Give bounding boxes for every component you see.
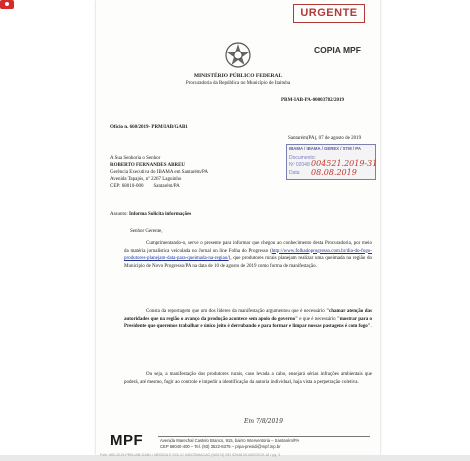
p2-text-a: Consta da reportagem que um dos líderes da manifestação argumentou que é necessário xyxy=(146,309,327,314)
p1-text-a: Cumprimentando-o, serve o presente para informar que chegou ao conhecimento desta Procuradoria, por meio da matéria jornalística veiculada no Jornal on line Folha do Progresso ( xyxy=(124,241,372,254)
oficio-number: Ofício n. 660/2019- PRM/IAB/GAB1 xyxy=(110,125,188,130)
ministry-title: MINISTÉRIO PÚBLICO FEDERAL xyxy=(193,73,283,79)
news-link[interactable]: http://www.folhadoprogresso.com.br/dia-do-fogo-produtores-planejam-data-para-queimada-na-regiao/ xyxy=(124,248,372,261)
stamp-doc-label: Documento: xyxy=(289,155,316,161)
paragraph-1 xyxy=(124,240,372,270)
document-page xyxy=(96,0,380,455)
stamp-num-value: 004521.2019-31 xyxy=(311,159,378,168)
p3-text: Ou seja, a manifestação dos produtores rurais, caso levada a cabo, ensejará sérias infrações ambientais que poderá, até mesmo, fugir ao controle e impedir a identificação da autoria individual, haja vista a perpetração coletiva. xyxy=(124,372,372,385)
handwritten-date: Em 7/8/2019 xyxy=(244,418,283,425)
paragraph-3 xyxy=(124,371,372,386)
mpf-logo: MPF xyxy=(110,432,144,449)
record-indicator-icon xyxy=(0,0,14,9)
p2-text-e: . xyxy=(370,324,372,329)
addressee-line4: Avenida Tapajós, nº 2267 Laguinho xyxy=(110,177,182,182)
subject-label: Assunto: xyxy=(110,212,128,217)
copia-mpf-label: COPIA MPF xyxy=(314,45,361,55)
p1-text-b: ), que produtores rurais planejam realizar uma queimada na região do Município de Novo Progresso/PA na data de 10 de agosto de 2019 como forma de manifestação. xyxy=(124,256,372,269)
p2-quote-2: "mostrar para o Presidente que queremos trabalhar e único jeito é derrubando e para formar e limpar nossas pastagens é com fogo" xyxy=(124,316,373,329)
document-number: PRM-IAB-PA-00003782/2019 xyxy=(281,98,344,103)
footer-divider xyxy=(158,436,370,437)
place-date: Santarém(PA), 07 de agosto de 2019 xyxy=(288,136,362,141)
p2-text-c: e que é necessário xyxy=(297,316,337,322)
subject-value: Informa Solicita informações xyxy=(129,212,192,217)
footer-contact: CEP 68040-400 – Tel. (93) 3522-8375 – prpa-presidi@mpf.mp.br xyxy=(160,444,281,449)
paragraph-2 xyxy=(124,308,372,331)
urgente-stamp: URGENTE xyxy=(293,4,365,23)
addressee-line5: CEP: 68010-000 Santarém/PA xyxy=(110,184,180,189)
stamp-date-label: Data xyxy=(289,170,300,176)
subject-line xyxy=(110,212,191,217)
stamp-org: IBAMA / IBAMA / GEREX / STM / PA xyxy=(289,146,361,151)
procuradoria-subtitle: Procuradoria da República no Município de Itaituba xyxy=(185,81,291,86)
addressee-line3: Gerência Executiva do IBAMA em Santarém/PA xyxy=(110,170,208,175)
p2-quote-1: "chamar atenção das autoridades que na região o avanço da produção acontece sem apoio do governo" xyxy=(124,309,373,322)
salutation: Senhor Gerente, xyxy=(130,229,163,234)
receipt-stamp xyxy=(286,144,376,180)
gray-page-footer: Folh: 660-2019-PRM-IAB-GAB1 / MEDIDA E SOL IC INSCRIMACAO (N0074) SEI 02048.001402/2019-18 / pg. 3 xyxy=(100,453,281,457)
stamp-date-value: 08.08.2019 xyxy=(311,168,357,177)
addressee-line1: A Sua Senhoria o Senhor xyxy=(110,156,161,161)
stamp-num-label: Nº 02048 xyxy=(289,162,310,168)
addressee-name: ROBERTO FERNANDES ABREU xyxy=(110,163,186,168)
footer-address: Avenida Marechal Castelo Branco, 915, bairro Interventoria – Santarém/PA xyxy=(160,438,300,443)
coat-of-arms-icon xyxy=(224,41,252,69)
